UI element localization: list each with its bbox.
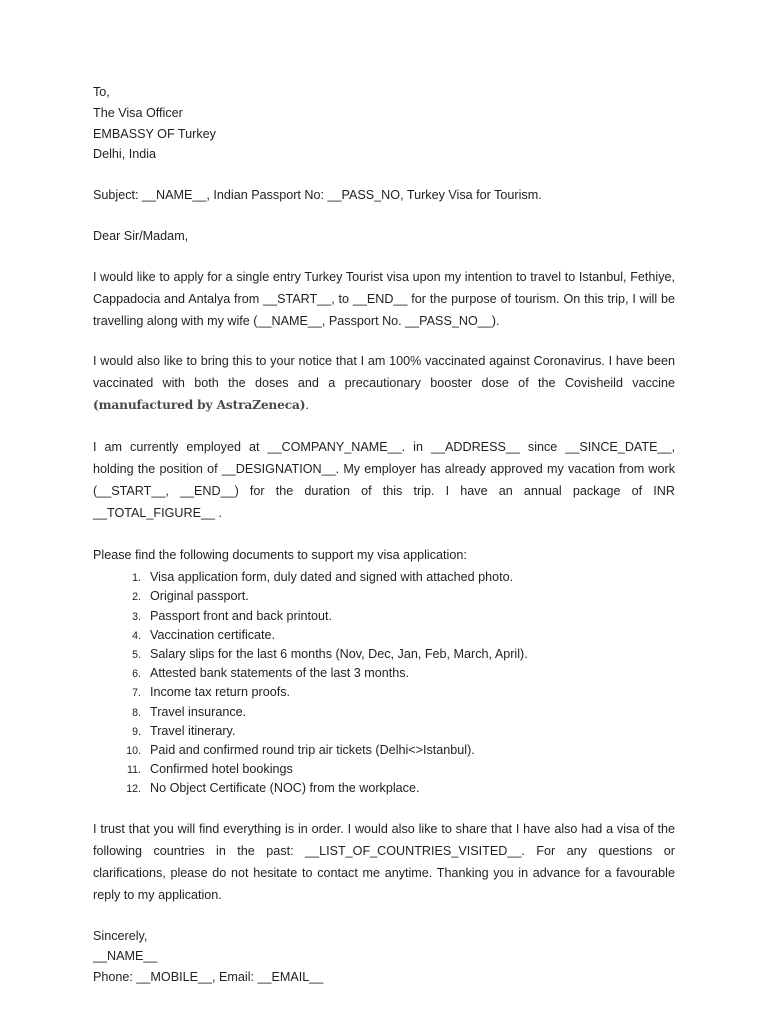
list-item-label: Travel insurance. bbox=[150, 704, 247, 719]
list-item bbox=[93, 741, 675, 760]
spacer-after-subject bbox=[93, 206, 675, 225]
list-item-number: 4. bbox=[132, 629, 141, 642]
list-item-label: Passport front and back printout. bbox=[150, 608, 333, 623]
signoff-name: __NAME__ bbox=[93, 949, 158, 964]
recipient-address-block bbox=[93, 82, 675, 165]
list-item-number: 10. bbox=[126, 745, 141, 758]
list-item bbox=[93, 779, 675, 798]
list-item-label: Salary slips for the last 6 months (Nov, Dec, Jan, Feb, March, April). bbox=[150, 647, 528, 661]
signoff-block bbox=[93, 926, 675, 988]
spacer-after-list bbox=[93, 799, 675, 818]
vaccination-manufacturer-highlight: (manufactured by AstraZeneca) bbox=[93, 398, 306, 413]
list-item-number: 3. bbox=[132, 610, 141, 623]
list-item-label: Original passport. bbox=[150, 589, 249, 604]
list-item-label: Paid and confirmed round trip air tickets (Delhi<>Istanbul). bbox=[150, 743, 475, 758]
list-item-number: 2. bbox=[132, 591, 141, 604]
salutation-line: Dear Sir/Madam, bbox=[93, 229, 189, 244]
list-item-label: Visa application form, duly dated and signed with attached photo. bbox=[150, 570, 514, 585]
paragraph-travel-intent: I would like to apply for a single entry Turkey Tourist visa upon my intention to travel to Istanbul, Fethiye, Cappadocia and Antalya from __START__, to __END__ for the purpose of tourism. On this trip, I will be travelling along with my wife (__NAME__, Passport No. __PASS_NO__). bbox=[93, 270, 675, 329]
signoff-contact: Phone: __MOBILE__, Email: __EMAIL__ bbox=[93, 970, 324, 985]
paragraph-employment: I am currently employed at __COMPANY_NAME__. in __ADDRESS__ since __SINCE_DATE__, holding the position of __DESIGNATION__. My employer has already approved my vacation from work (__START__, __END__) for the duration of this trip. I have an annual package of INR __TOTAL_FIGURE__ . bbox=[93, 440, 675, 521]
list-item bbox=[93, 645, 675, 664]
list-item-number: 1. bbox=[132, 572, 141, 585]
spacer-after-closing bbox=[93, 906, 675, 926]
list-item-label: Travel itinerary. bbox=[150, 723, 236, 738]
documents-intro-line: Please find the following documents to support my visa application: bbox=[93, 548, 467, 563]
list-item-label: Vaccination certificate. bbox=[150, 627, 276, 642]
address-line-embassy: EMBASSY OF Turkey bbox=[93, 126, 216, 141]
address-line-city: Delhi, India bbox=[93, 147, 157, 162]
list-item bbox=[93, 587, 675, 606]
list-item-label: Confirmed hotel bookings bbox=[150, 762, 293, 777]
list-item-label: No Object Certificate (NOC) from the workplace. bbox=[150, 781, 420, 796]
spacer-after-salutation bbox=[93, 247, 675, 266]
list-item bbox=[93, 760, 675, 779]
vaccination-text-end: . bbox=[305, 398, 309, 413]
list-item bbox=[93, 664, 675, 683]
list-item bbox=[93, 683, 675, 702]
spacer-after-address bbox=[93, 165, 675, 184]
vaccination-text-main: I would also like to bring this to your notice that I am 100% vaccinated against Coronavirus. I have been vaccinated with both the doses and a precautionary booster dose of the Covisheild vaccine bbox=[93, 354, 675, 391]
list-item-number: 6. bbox=[132, 668, 141, 681]
spacer-after-employment bbox=[93, 524, 675, 544]
paragraph-vaccination bbox=[93, 350, 675, 416]
address-line-to: To, bbox=[93, 85, 110, 99]
list-item-number: 11. bbox=[127, 764, 141, 777]
list-item bbox=[93, 722, 675, 741]
list-item bbox=[93, 607, 675, 626]
supporting-documents-list bbox=[93, 568, 675, 798]
address-line-visa-officer: The Visa Officer bbox=[93, 105, 183, 120]
signoff-closing-word: Sincerely, bbox=[93, 928, 148, 943]
list-item-number: 9. bbox=[132, 725, 141, 738]
list-item-number: 12. bbox=[126, 783, 141, 796]
list-item-number: 7. bbox=[132, 687, 141, 700]
list-item bbox=[93, 626, 675, 645]
letter-body bbox=[93, 82, 675, 988]
list-item-label: Attested bank statements of the last 3 months. bbox=[150, 666, 410, 681]
list-item bbox=[93, 568, 675, 587]
list-item-label: Income tax return proofs. bbox=[150, 685, 290, 700]
subject-line: Subject: __NAME__, Indian Passport No: __PASS_NO, Turkey Visa for Tourism. bbox=[93, 188, 542, 203]
paragraph-closing: I trust that you will find everything is in order. I would also like to share that I have also had a visa of the following countries in the past: __LIST_OF_COUNTRIES_VISITED__. For any questions or clarifications, please do not hesitate to contact me anytime. Thanking you in advance for a favourable reply to my application. bbox=[93, 821, 675, 902]
list-item bbox=[93, 703, 675, 722]
list-item-number: 5. bbox=[132, 649, 141, 661]
spacer-after-intent bbox=[93, 332, 675, 350]
list-item-number: 8. bbox=[132, 706, 141, 719]
spacer-after-vaccination bbox=[93, 416, 675, 436]
